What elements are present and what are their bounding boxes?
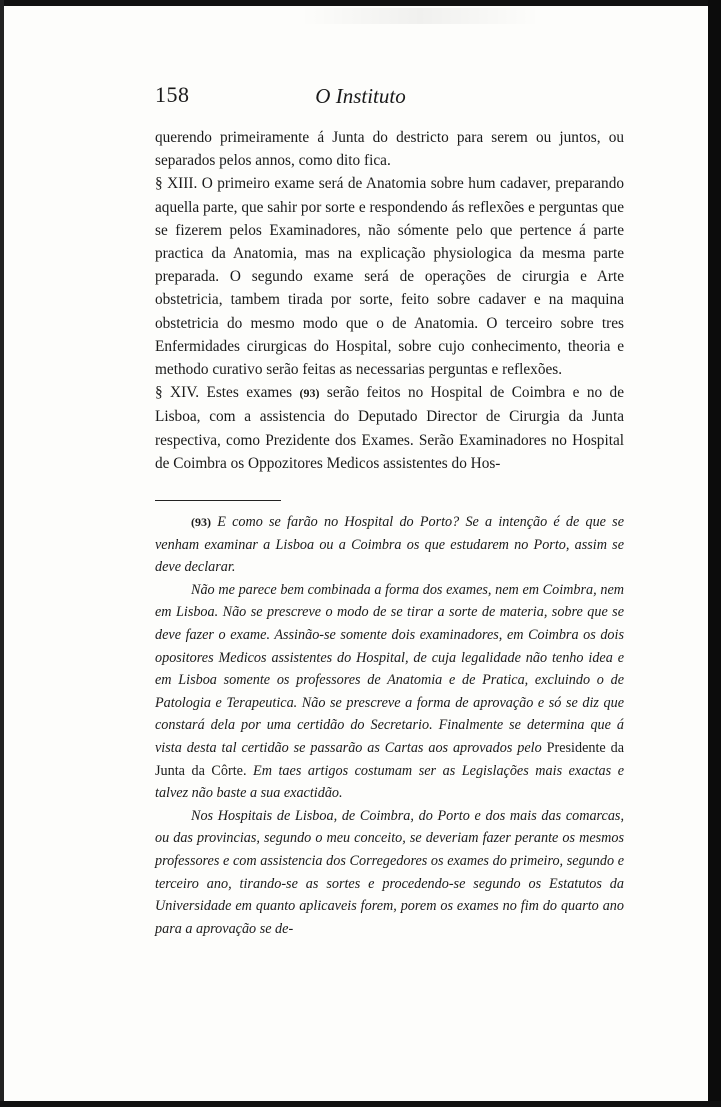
footnote-paragraph-1-text: E como se farão no Hospital do Porto? Se a intenção é de que se venham examinar a Lisboa ou a Coimbra os que estudarem no Porto, assim se deve declarar. [155, 514, 624, 576]
section-xiii: § XIII. O primeiro exame será de Anatomia sobre hum cadaver, preparando aquella parte, que sahir por sorte e respondendo ás reflexões e perguntas que se fizerem pelos Examinadores, não sómente pelo que pertence á parte practica da Anatomia, mas na explicação physiologica da mesma parte preparada. O segundo exame será de operações de cirurgia e Arte obstetricia, tambem tirada por sorte, feito sobre cadaver e na maquina obstetricia do mesmo modo que o de Anatomia. O terceiro sobre tres Enfermidades cirurgicas do Hospital, sobre cujo conhecimento, theoria e methodo curativo serão feitas as necessarias perguntas e reflexões. [155, 175, 624, 379]
footnote-paragraph-3: Nos Hospitais de Lisboa, de Coimbra, do Porto e dos mais das comarcas, ou das provincias, segundo o meu conceito, se deveriam fazer perante os mesmos professores e com assistencia dos Corregedores os exames do primeiro, segundo e terceiro ano, tirando-se as sortes e procedendo-se segundo os Estatutos da Universidade em quanto aplicaveis forem, porem os exames no fim do quarto ano para a aprovação se de- [155, 807, 624, 937]
running-head-title: O Instituto [315, 84, 406, 108]
footnote-paragraph-2-italic: Não me parece bem combinada a forma dos exames, nem em Coimbra, nem em Lisboa. Não se prescreve o modo de se tirar a sorte de materia, sobre que se deve fazer o exame. Assinão-se somente dois examinadores, em Coimbra os dois opositores Medicos assistentes do Hospital, de cuja legalidade não tenho idea e em Lisboa somente os professores de Anatomia e de Pratica, excluindo o de Patologia e Terapeutica. Não se prescreve a forma de aprovação e só se diz que constará dela por uma certidão do Secretario. Finalmente se determina que á vista desta tal certidão se passarão as Cartas aos aprovados pelo [155, 581, 624, 756]
footnote-paragraph-2-roman: Presidente da Junta da Côrte. [155, 739, 624, 779]
footnote-marker: (93) [191, 515, 211, 529]
footnote-paragraph-2-end: Em taes artigos costumam ser as Legislações mais exactas e talvez não baste a sua exactidão. [155, 762, 625, 802]
footnote-divider [155, 500, 281, 501]
section-xiv [155, 381, 624, 475]
footnote-paragraph-2 [155, 579, 624, 805]
paper-smudge [300, 8, 540, 24]
page-number: 158 [155, 82, 190, 107]
paragraph-continuation: querendo primeiramente á Junta do destricto para serem ou juntos, ou separados pelos annos, como dito fica. [155, 129, 624, 170]
main-text [155, 126, 624, 475]
footnote-reference: (93) [299, 386, 320, 401]
footnote-paragraph-1 [155, 511, 624, 579]
scan-border-right [708, 0, 721, 1107]
scan-border-left [0, 0, 4, 1107]
scan-border-bottom [0, 1101, 721, 1107]
section-xiv-text-end: serão feitos no Hospital de Coimbra e no de Lisboa, com a assistencia do Deputado Director de Cirurgia da Junta respectiva, como Prezidente dos Exames. Serão Examinadores no Hospital de Coimbra os Oppozitores Medicos assistentes do Hos- [155, 384, 624, 472]
scan-border-top [0, 0, 721, 6]
section-xiv-text-start: § XIV. Estes exames [155, 384, 300, 402]
footnote [155, 511, 624, 940]
